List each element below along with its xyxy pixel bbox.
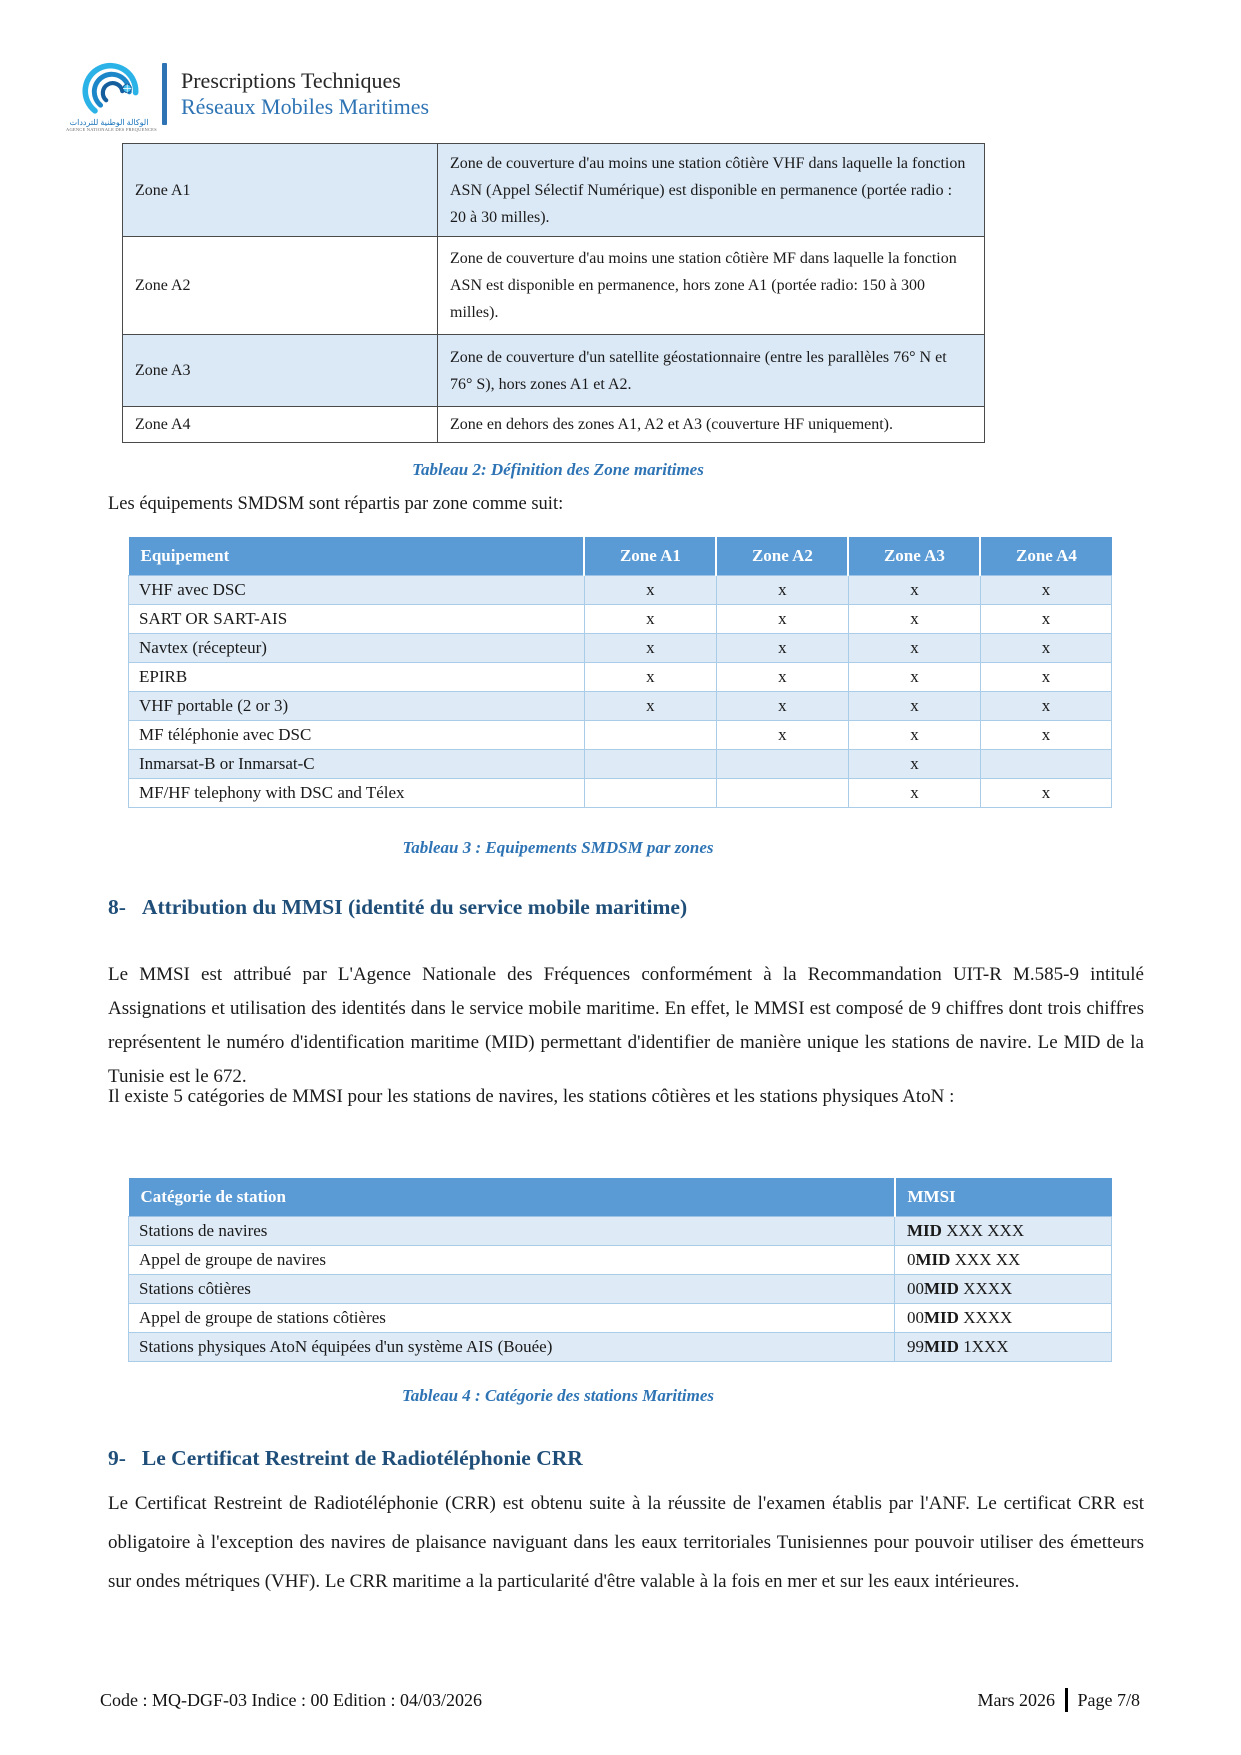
mmsi-suffix: XXXX — [958, 1279, 1013, 1298]
page-footer — [100, 1688, 1140, 1712]
zone-mark — [716, 779, 848, 808]
table-row — [129, 1275, 1112, 1304]
table-caption-zones: Tableau 2: Définition des Zone maritimes — [412, 460, 704, 479]
zone-mark: x — [584, 634, 716, 663]
equipment-label: VHF avec DSC — [129, 576, 585, 605]
document-header — [66, 56, 429, 132]
mmsi-value — [895, 1275, 1112, 1304]
section-heading-8 — [108, 895, 687, 920]
zone-name: Zone A3 — [123, 335, 438, 407]
equipment-label: EPIRB — [129, 663, 585, 692]
table-header-row — [129, 537, 1112, 576]
mmsi-prefix: 00 — [907, 1279, 924, 1298]
footer-right — [978, 1688, 1141, 1712]
zone-mark: x — [980, 721, 1111, 750]
section-title: Le Certificat Restreint de Radiotéléphonie CRR — [141, 1446, 583, 1470]
zone-mark: x — [848, 721, 980, 750]
zone-mark — [716, 750, 848, 779]
equipments-table — [128, 537, 1112, 808]
section8-paragraph-2: Il existe 5 catégories de MMSI pour les stations de navires, les stations côtières et les stations physiques AtoN : — [108, 1086, 955, 1107]
mmsi-suffix: XXX XX — [950, 1250, 1021, 1269]
table-caption-categories: Tableau 4 : Catégorie des stations Maritimes — [401, 1386, 714, 1405]
table-header-row — [129, 1178, 1112, 1217]
logo-text-french: AGENCE NATIONALE DES FREQUENCES — [66, 127, 157, 132]
zone-mark: x — [848, 663, 980, 692]
table-row — [123, 144, 985, 237]
table-row — [129, 1246, 1112, 1275]
header-titles — [181, 68, 429, 120]
zone-description: Zone en dehors des zones A1, A2 et A3 (couverture HF uniquement). — [438, 407, 985, 443]
mmsi-mid: MID — [924, 1279, 959, 1298]
zone-description: Zone de couverture d'au moins une station côtière MF dans laquelle la fonction ASN est disponible en permanence, hors zone A1 (portée radio: 150 à 300 milles). — [438, 237, 985, 335]
zone-mark: x — [584, 605, 716, 634]
footer-page-number: Page 7/8 — [1077, 1689, 1140, 1710]
mmsi-mid: MID — [915, 1250, 951, 1269]
zone-mark: x — [584, 663, 716, 692]
table-row — [129, 576, 1112, 605]
zone-mark: x — [716, 605, 848, 634]
zone-mark: x — [716, 692, 848, 721]
column-header: Zone A1 — [584, 537, 716, 576]
zone-mark: x — [848, 634, 980, 663]
zone-mark: x — [848, 605, 980, 634]
mmsi-prefix: 99 — [907, 1337, 924, 1356]
zone-mark: x — [980, 576, 1111, 605]
equipment-label: VHF portable (2 or 3) — [129, 692, 585, 721]
column-header: Equipement — [129, 537, 585, 576]
category-label: Appel de groupe de navires — [129, 1246, 895, 1275]
zone-name: Zone A4 — [123, 407, 438, 443]
zone-mark: x — [848, 692, 980, 721]
zone-mark: x — [980, 692, 1111, 721]
table-row — [129, 750, 1112, 779]
mmsi-suffix: 1XXX — [958, 1337, 1009, 1356]
footer-divider — [1065, 1688, 1068, 1712]
header-divider — [162, 63, 167, 125]
zone-mark: x — [716, 634, 848, 663]
section-title: Attribution du MMSI (identité du service mobile maritime) — [141, 895, 688, 919]
column-header: Catégorie de station — [129, 1178, 895, 1217]
zone-mark: x — [716, 721, 848, 750]
zone-mark: x — [584, 576, 716, 605]
footer-code: Code : MQ-DGF-03 Indice : 00 Edition : 04/03/2026 — [100, 1689, 482, 1710]
section9-paragraph: Le Certificat Restreint de Radiotéléphonie (CRR) est obtenu suite à la réussite de l'examen établis par l'ANF. Le certificat CRR est obligatoire à l'exception des navires de plaisance naviguant dans les eaux territoriales Tunisiennes pour pouvoir utiliser des émetteurs sur ondes métriques (VHF). Le CRR maritime a la particularité d'être valable à la fois en mer et sur les eaux intérieures. — [108, 1493, 1144, 1592]
zone-mark: x — [584, 692, 716, 721]
table-row — [129, 721, 1112, 750]
zone-mark — [584, 750, 716, 779]
footer-date: Mars 2026 — [977, 1689, 1055, 1710]
mmsi-value — [895, 1333, 1112, 1362]
categories-table — [128, 1178, 1112, 1362]
mmsi-prefix: 00 — [907, 1308, 924, 1327]
category-label: Stations de navires — [129, 1217, 895, 1246]
table-row — [129, 1333, 1112, 1362]
mmsi-value — [895, 1246, 1112, 1275]
column-header: MMSI — [895, 1178, 1112, 1217]
section-number: 9- — [108, 1446, 126, 1470]
column-header: Zone A3 — [848, 537, 980, 576]
zone-description: Zone de couverture d'un satellite géostationnaire (entre les parallèles 76° N et 76° S), hors zones A1 et A2. — [438, 335, 985, 407]
zone-name: Zone A2 — [123, 237, 438, 335]
mmsi-mid: MID — [924, 1337, 959, 1356]
mmsi-suffix: XXXX — [958, 1308, 1013, 1327]
equipment-label: MF téléphonie avec DSC — [129, 721, 585, 750]
zone-name: Zone A1 — [123, 144, 438, 237]
equipment-label: Inmarsat-B or Inmarsat-C — [129, 750, 585, 779]
column-header: Zone A4 — [980, 537, 1111, 576]
mmsi-prefix: 0 — [907, 1250, 916, 1269]
zone-mark — [584, 779, 716, 808]
table-row — [129, 663, 1112, 692]
zone-description: Zone de couverture d'au moins une station côtière VHF dans laquelle la fonction ASN (Appel Sélectif Numérique) est disponible en permanence (portée radio : 20 à 30 milles). — [438, 144, 985, 237]
table-row — [129, 605, 1112, 634]
table-row — [129, 1217, 1112, 1246]
table-row — [123, 335, 985, 407]
mmsi-mid: MID — [924, 1308, 959, 1327]
table-row — [123, 407, 985, 443]
column-header: Zone A2 — [716, 537, 848, 576]
section-heading-9 — [108, 1446, 583, 1471]
zone-mark: x — [980, 605, 1111, 634]
zone-mark: x — [980, 634, 1111, 663]
equipment-label: MF/HF telephony with DSC and Télex — [129, 779, 585, 808]
zone-mark: x — [716, 576, 848, 605]
anf-logo — [66, 56, 157, 132]
mmsi-value — [895, 1217, 1112, 1246]
zone-mark: x — [716, 663, 848, 692]
category-label: Stations physiques AtoN équipées d'un système AIS (Bouée) — [129, 1333, 895, 1362]
equipment-label: SART OR SART-AIS — [129, 605, 585, 634]
table-row — [129, 1304, 1112, 1333]
zone-mark — [584, 721, 716, 750]
doc-subtitle: Réseaux Mobiles Maritimes — [181, 94, 430, 119]
zone-mark — [980, 750, 1111, 779]
mmsi-suffix: XXX XXX — [941, 1221, 1025, 1240]
table-row — [129, 634, 1112, 663]
doc-title: Prescriptions Techniques — [181, 68, 401, 93]
mmsi-mid: MID — [907, 1221, 942, 1240]
zone-mark: x — [848, 779, 980, 808]
logo-text-arabic: الوكالة الوطنية للترددات — [69, 118, 149, 127]
category-label: Appel de groupe de stations côtières — [129, 1304, 895, 1333]
table-row — [129, 779, 1112, 808]
zone-mark: x — [848, 750, 980, 779]
intro-text: Les équipements SMDSM sont répartis par zone comme suit: — [108, 494, 564, 514]
zone-mark: x — [848, 576, 980, 605]
category-label: Stations côtières — [129, 1275, 895, 1304]
zone-mark: x — [980, 779, 1111, 808]
section-number: 8- — [108, 895, 126, 919]
table-row — [129, 692, 1112, 721]
zone-mark: x — [980, 663, 1111, 692]
mmsi-value — [895, 1304, 1112, 1333]
equipment-label: Navtex (récepteur) — [129, 634, 585, 663]
section8-paragraph-1: Le MMSI est attribué par L'Agence Nationale des Fréquences conformément à la Recommandation UIT-R M.585-9 intitulé Assignations et utilisation des identités dans le service mobile maritime. En effet, le MMSI est composé de 9 chiffres dont trois chiffres représentent le numéro d'identification maritime (MID) permettant d'identifier de manière unique les stations de navire. Le MID de la Tunisie est le 672. — [108, 964, 1144, 1087]
zones-table — [122, 143, 985, 443]
anf-logo-icon — [74, 56, 144, 118]
table-caption-equipments: Tableau 3 : Equipements SMDSM par zones — [402, 838, 714, 857]
table-row — [123, 237, 985, 335]
